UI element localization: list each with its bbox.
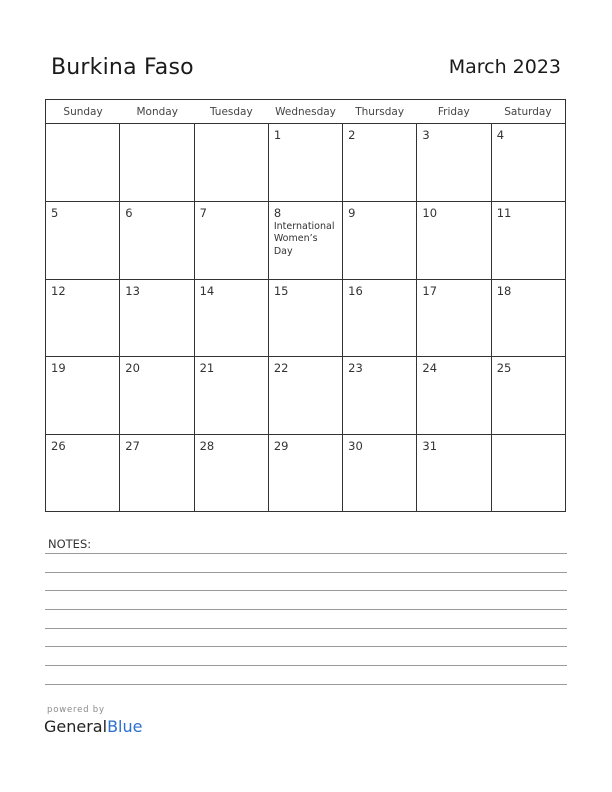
note-line [45,665,567,666]
day-cell[interactable] [120,202,194,279]
day-number: 4 [496,128,505,142]
weekday-saturday: Saturday [504,106,552,118]
day-cell[interactable] [492,357,565,434]
day-number: 11 [496,205,512,220]
empty-day-cell [195,124,269,201]
day-cell[interactable] [417,280,491,357]
day-cell[interactable] [343,357,417,434]
day-number: 7 [199,205,207,220]
day-number: 12 [51,283,66,298]
day-number: 13 [125,283,140,298]
day-number: 30 [348,439,363,454]
brand-name-part2: Blue [107,717,143,736]
empty-day-cell [120,124,194,201]
weekday-tuesday: Tuesday [209,106,253,118]
day-cell[interactable] [269,435,343,512]
day-number: 14 [199,283,215,298]
day-cell[interactable] [417,124,491,201]
calendar-body [46,124,565,512]
day-cell[interactable] [269,357,343,434]
note-line [45,572,567,573]
calendar-week-row [46,202,565,280]
day-number: 22 [273,361,289,376]
note-line [45,684,567,685]
day-cell[interactable] [120,357,194,434]
calendar-grid [45,99,566,512]
day-number: 20 [125,361,140,376]
weekday-friday: Friday [437,106,470,118]
day-cell[interactable] [120,280,194,357]
day-number: 5 [51,205,59,220]
note-line [45,628,567,629]
day-number: 9 [348,205,356,220]
weekday-sunday: Sunday [63,106,103,118]
day-cell[interactable] [195,357,269,434]
day-number: 26 [51,439,66,454]
note-line [45,553,567,554]
day-cell[interactable] [492,202,565,279]
country-title: Burkina Faso [51,55,194,80]
day-number: 15 [273,283,289,298]
weekday-thursday: Thursday [355,106,405,118]
calendar-week-row [46,124,565,202]
day-cell[interactable] [46,435,120,512]
day-number: 29 [273,439,289,454]
weekday-wednesday: Wednesday [275,106,336,118]
month-year-title: March 2023 [448,56,561,78]
day-cell[interactable] [120,435,194,512]
day-number: 6 [125,205,133,220]
day-number: 25 [496,361,512,376]
day-cell[interactable] [343,280,417,357]
day-cell[interactable] [417,202,491,279]
day-cell[interactable] [417,435,491,512]
note-line [45,609,567,610]
day-cell[interactable] [269,124,343,201]
day-cell[interactable] [269,280,343,357]
day-cell[interactable] [492,280,565,357]
empty-day-cell [46,124,120,201]
weekday-header [46,100,565,124]
day-cell[interactable] [492,124,565,201]
day-cell[interactable] [195,202,269,279]
weekday-monday: Monday [136,106,178,118]
day-number: 16 [348,283,363,298]
day-cell[interactable] [195,280,269,357]
day-cell[interactable] [46,357,120,434]
calendar-week-row [46,357,565,435]
calendar-week-row [46,280,565,358]
day-cell[interactable] [343,435,417,512]
day-number: 1 [273,128,282,142]
day-number: 8 [273,205,282,220]
day-number: 2 [348,128,356,142]
day-number: 28 [199,439,215,454]
day-cell[interactable] [46,280,120,357]
day-number: 18 [496,283,512,298]
holiday-event: International Women’s Day [273,220,335,257]
day-cell[interactable] [417,357,491,434]
empty-day-cell [492,435,565,512]
day-number: 31 [422,439,438,454]
calendar-week-row [46,435,565,512]
day-number: 19 [51,361,66,376]
note-line [45,590,567,591]
day-number: 21 [199,361,215,376]
notes-label: NOTES: [48,537,92,551]
day-number: 17 [422,283,438,298]
day-number: 3 [422,128,430,142]
day-cell[interactable] [343,202,417,279]
note-line [45,646,567,647]
brand-logo[interactable] [44,717,142,736]
brand-name-part1: General [44,717,108,736]
day-cell[interactable] [195,435,269,512]
day-number: 23 [348,361,363,376]
day-number: 27 [125,439,140,454]
day-number: 24 [422,361,438,376]
day-cell[interactable] [46,202,120,279]
day-cell[interactable] [269,202,343,279]
powered-by-text: powered by [47,705,105,715]
day-cell[interactable] [343,124,417,201]
day-number: 10 [422,205,438,220]
